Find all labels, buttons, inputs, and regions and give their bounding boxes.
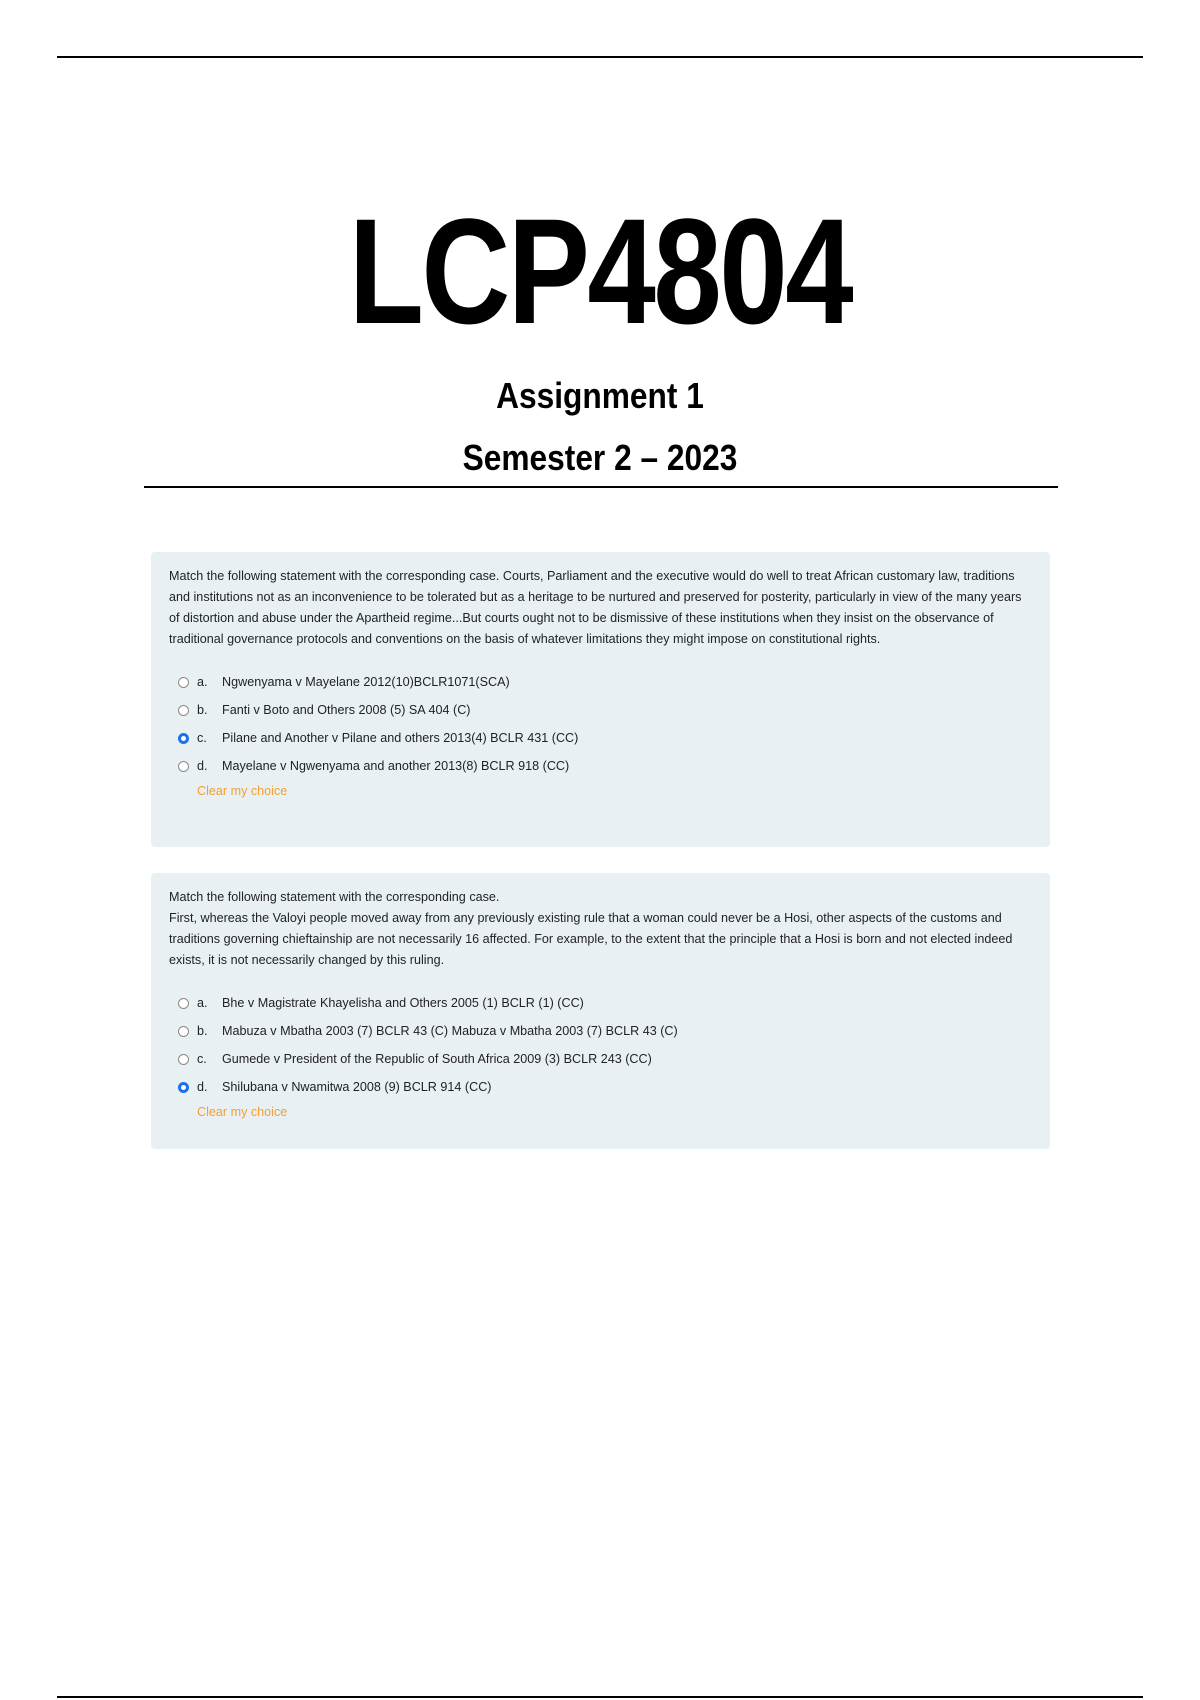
option-letter: a. xyxy=(197,996,208,1010)
semester-title: Semester 2 – 2023 xyxy=(462,437,738,478)
radio-button[interactable] xyxy=(178,677,189,688)
answer-option-a[interactable] xyxy=(169,989,1032,1017)
answer-option-d[interactable] xyxy=(169,1073,1032,1101)
clear-choice-link[interactable]: Clear my choice xyxy=(197,784,288,798)
radio-button[interactable] xyxy=(178,761,189,772)
option-label: Bhe v Magistrate Khayelisha and Others 2005 (1) BCLR (1) (CC) xyxy=(222,996,584,1010)
question-card-1 xyxy=(151,552,1050,847)
answer-options xyxy=(169,668,1032,798)
question-text-line: Match the following statement with the corresponding case. xyxy=(169,890,500,904)
option-letter: d. xyxy=(197,759,208,773)
option-letter: c. xyxy=(197,731,207,745)
option-label: Gumede v President of the Republic of South Africa 2009 (3) BCLR 243 (CC) xyxy=(222,1052,652,1066)
answer-option-c[interactable] xyxy=(169,1045,1032,1073)
option-label: Shilubana v Nwamitwa 2008 (9) BCLR 914 (CC) xyxy=(222,1080,492,1094)
answer-option-b[interactable] xyxy=(169,696,1032,724)
bottom-rule xyxy=(57,1696,1143,1698)
answer-option-a[interactable] xyxy=(169,668,1032,696)
option-letter: b. xyxy=(197,703,208,717)
option-letter: a. xyxy=(197,675,208,689)
answer-option-c[interactable] xyxy=(169,724,1032,752)
option-letter: b. xyxy=(197,1024,208,1038)
option-label: Mayelane v Ngwenyama and another 2013(8) BCLR 918 (CC) xyxy=(222,759,570,773)
option-label: Ngwenyama v Mayelane 2012(10)BCLR1071(SCA) xyxy=(222,675,510,689)
radio-button[interactable] xyxy=(178,705,189,716)
radio-button[interactable] xyxy=(178,1054,189,1065)
option-label: Fanti v Boto and Others 2008 (5) SA 404 (C) xyxy=(222,703,471,717)
question-text-line: First, whereas the Valoyi people moved away from any previously existing rule that a woman could never be a Hosi, other aspects of the customs and traditions governing chieftainship are not necessarily 16 affected. For example, to the extent that the principle that a Hosi is born and not elected indeed exists, it is not necessarily changed by this ruling. xyxy=(169,911,1013,967)
answer-options xyxy=(169,989,1032,1119)
clear-choice-link[interactable]: Clear my choice xyxy=(197,1105,288,1119)
radio-button-selected[interactable] xyxy=(178,733,189,744)
top-rule xyxy=(57,56,1143,58)
answer-option-d[interactable] xyxy=(169,752,1032,780)
assignment-title: Assignment 1 xyxy=(496,375,704,416)
answer-option-b[interactable] xyxy=(169,1017,1032,1045)
radio-button[interactable] xyxy=(178,1026,189,1037)
question-text-line: Match the following statement with the corresponding case. Courts, Parliament and the executive would do well to treat African customary law, traditions and institutions not as an inconvenience to be tolerated but as a heritage to be nurtured and preserved for posterity, particularly in view of the many years of distortion and abuse under the Apartheid regime...But courts ought not to be dismissive of these institutions when they insist on the observance of traditional governance protocols and conventions on the basis of whatever limitations they might impose on constitutional rights. xyxy=(169,569,1022,646)
question-text xyxy=(169,566,1032,650)
title-rule xyxy=(144,486,1058,488)
question-card-2 xyxy=(151,873,1050,1149)
radio-button[interactable] xyxy=(178,998,189,1009)
option-label: Mabuza v Mbatha 2003 (7) BCLR 43 (C) Mabuza v Mbatha 2003 (7) BCLR 43 (C) xyxy=(222,1024,678,1038)
option-letter: d. xyxy=(197,1080,208,1094)
option-label: Pilane and Another v Pilane and others 2013(4) BCLR 431 (CC) xyxy=(222,731,579,745)
radio-button-selected[interactable] xyxy=(178,1082,189,1093)
course-code-title: LCP4804 xyxy=(348,187,852,355)
question-text xyxy=(169,887,1032,971)
option-letter: c. xyxy=(197,1052,207,1066)
